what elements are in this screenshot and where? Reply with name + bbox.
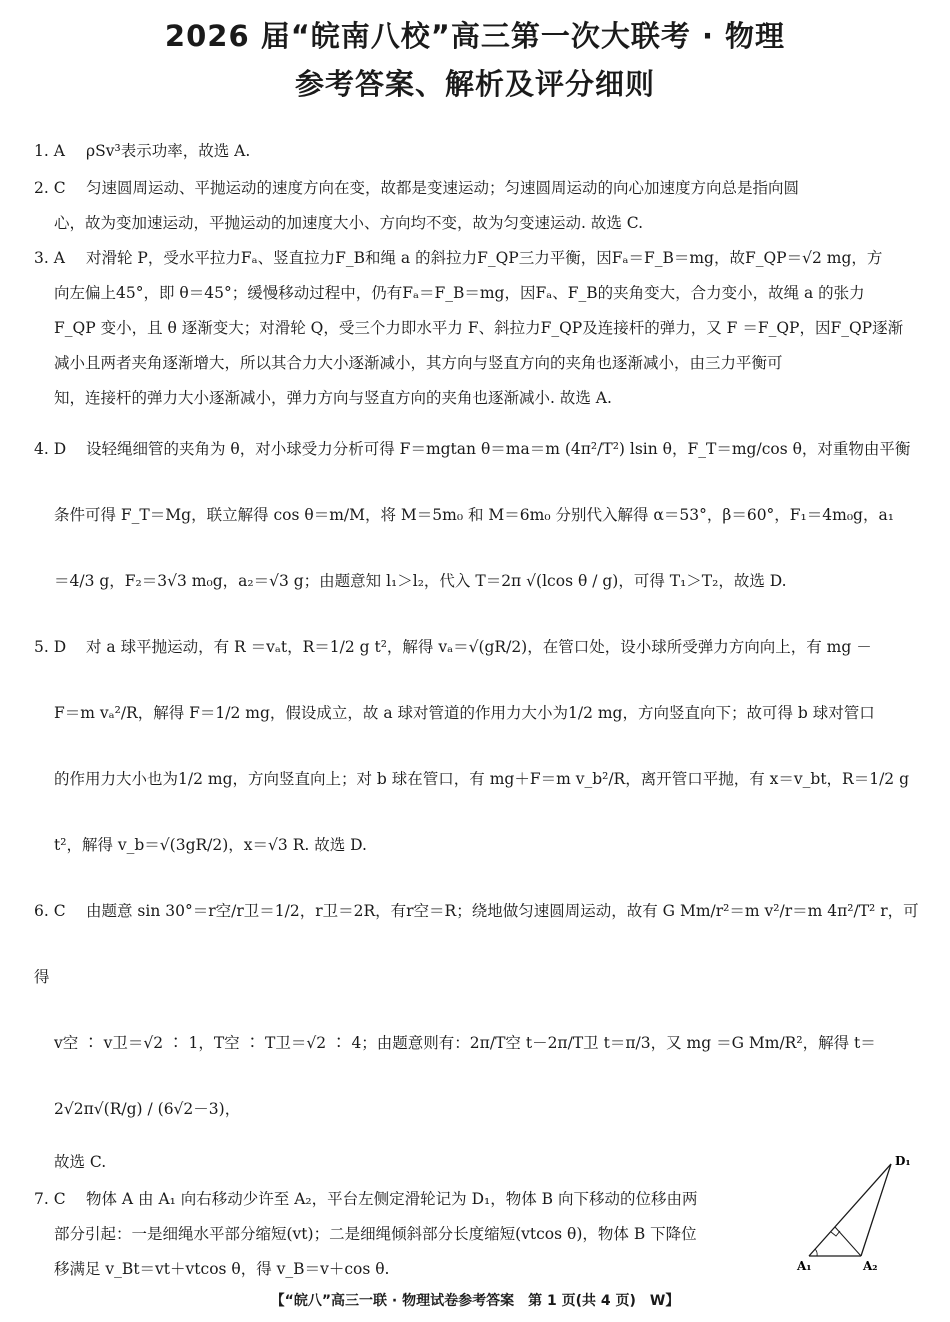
answer-line: v空 ∶ v卫＝√2 ∶ 1，T空 ∶ T卫＝√2 ∶ 4；由题意则有：2π/T空 t－2π/T卫 t＝π/3，又 mg ＝G Mm/R²，解得 t＝2√2π√(R/g) / (6√2－3)， <box>54 1034 876 1118</box>
question-4 <box>34 416 924 614</box>
answer-line: 向左偏上45°，即 θ＝45°；缓慢移动过程中，仍有Fₐ＝F_B＝mg，因Fₐ、F_B的夹角变大，合力变小，故绳 a 的张力 <box>54 284 865 302</box>
question-number: 7. C <box>34 1190 66 1208</box>
question-number: 5. D <box>34 638 67 656</box>
page-title: 2026 届“皖南八校”高三第一次大联考 · 物理 <box>164 19 786 53</box>
question-number: 4. D <box>34 440 67 458</box>
rope-a1 <box>809 1164 891 1256</box>
question-7 <box>34 1182 774 1287</box>
answer-line: 心，故为变加速运动，平抛运动的加速度大小、方向均不变，故为匀变速运动. 故选 C. <box>54 214 644 232</box>
answer-line: 对 a 球平抛运动，有 R ＝vₐt，R＝1/2 g t²，解得 vₐ＝√(gR/2)，在管口处，设小球所受弹力方向向上，有 mg － <box>86 638 872 656</box>
answer-line: 知，连接杆的弹力大小逐渐减小，弹力方向与竖直方向的夹角也逐渐减小. 故选 A. <box>54 389 612 407</box>
answer-list <box>34 134 924 1287</box>
answer-line: 匀速圆周运动、平抛运动的速度方向在变，故都是变速运动；匀速圆周运动的向心加速度方向总是指向圆 <box>86 179 800 197</box>
question-2 <box>34 171 924 241</box>
answer-line: 对滑轮 P，受水平拉力Fₐ、竖直拉力F_B和绳 a 的斜拉力F_QP三力平衡，因Fₐ＝F_B＝mg，故F_QP＝√2 mg，方 <box>86 249 883 267</box>
label-d1: D₁ <box>895 1154 911 1168</box>
answer-line: t²，解得 v_b＝√(3gR/2)，x＝√3 R. 故选 D. <box>54 836 367 854</box>
answer-line: 物体 A 由 A₁ 向右移动少许至 A₂，平台左侧定滑轮记为 D₁，物体 B 向下移动的位移由两 <box>86 1190 698 1208</box>
answer-line: ρSv³表示功率，故选 A. <box>86 142 251 160</box>
answer-line: 设轻绳细管的夹角为 θ，对小球受力分析可得 F＝mgtan θ＝ma＝m (4π²/T²) lsin θ，F_T＝mg/cos θ，对重物由平衡 <box>86 440 911 458</box>
answer-line: F_QP 变小，且 θ 逐渐变大；对滑轮 Q，受三个力即水平力 F、斜拉力F_QP及连接杆的弹力，又 F ＝F_QP，因F_QP逐渐 <box>54 319 904 337</box>
question-6 <box>34 878 924 1182</box>
angle-arc <box>815 1249 817 1256</box>
label-a2: A₂ <box>863 1259 878 1273</box>
answer-line: 移满足 v_Bt＝vt＋vtcos θ，得 v_B＝v＋cos θ. <box>54 1260 390 1278</box>
answer-line: 由题意 sin 30°＝r空/r卫＝1/2，r卫＝2R，有r空＝R；绕地做匀速圆周运动，故有 G Mm/r²＝m v²/r＝m 4π²/T² r，可得 <box>34 902 919 986</box>
answer-line: F＝m vₐ²/R，解得 F＝1/2 mg，假设成立，故 a 球对管道的作用力大小为1/2 mg，方向竖直向下；故可得 b 球对管口 <box>54 704 875 722</box>
question-3 <box>34 241 924 416</box>
answer-line: 减小且两者夹角逐渐增大，所以其合力大小逐渐减小，其方向与竖直方向的夹角也逐渐减小，由三力平衡可 <box>54 354 783 372</box>
page-subtitle: 参考答案、解析及评分细则 <box>294 67 655 101</box>
page-footer: 【“皖八”高三一联 · 物理试卷参考答案 第 1 页(共 4 页) W】 <box>270 1293 680 1309</box>
projection-line <box>835 1227 861 1256</box>
answer-line: 部分引起：一是细绳水平部分缩短(vt)；二是细绳倾斜部分长度缩短(vtcos θ)，物体 B 下降位 <box>54 1225 697 1243</box>
answer-line: 故选 C. <box>54 1153 107 1171</box>
rope-a2 <box>861 1164 891 1256</box>
question-number: 2. C <box>34 179 66 197</box>
question-5 <box>34 614 924 878</box>
question-number: 1. A <box>34 142 65 160</box>
answer-line: 条件可得 F_T＝Mg，联立解得 cos θ＝m/M，将 M＝5m₀ 和 M＝6m₀ 分别代入解得 α＝53°，β＝60°，F₁＝4m₀g，a₁ <box>54 506 894 524</box>
answer-line: ＝4/3 g，F₂＝3√3 m₀g，a₂＝√3 g；由题意知 l₁＞l₂，代入 T＝2π √(lcos θ / g)，可得 T₁＞T₂，故选 D. <box>54 572 787 590</box>
pulley-diagram <box>795 1152 915 1274</box>
answer-line: 的作用力大小也为1/2 mg，方向竖直向上；对 b 球在管口，有 mg＋F＝m v_b²/R，离开管口平抛，有 x＝v_bt，R＝1/2 g <box>54 770 910 788</box>
question-number: 3. A <box>34 249 65 267</box>
question-number: 6. C <box>34 902 66 920</box>
question-1 <box>34 134 924 169</box>
label-a1: A₁ <box>797 1259 812 1273</box>
